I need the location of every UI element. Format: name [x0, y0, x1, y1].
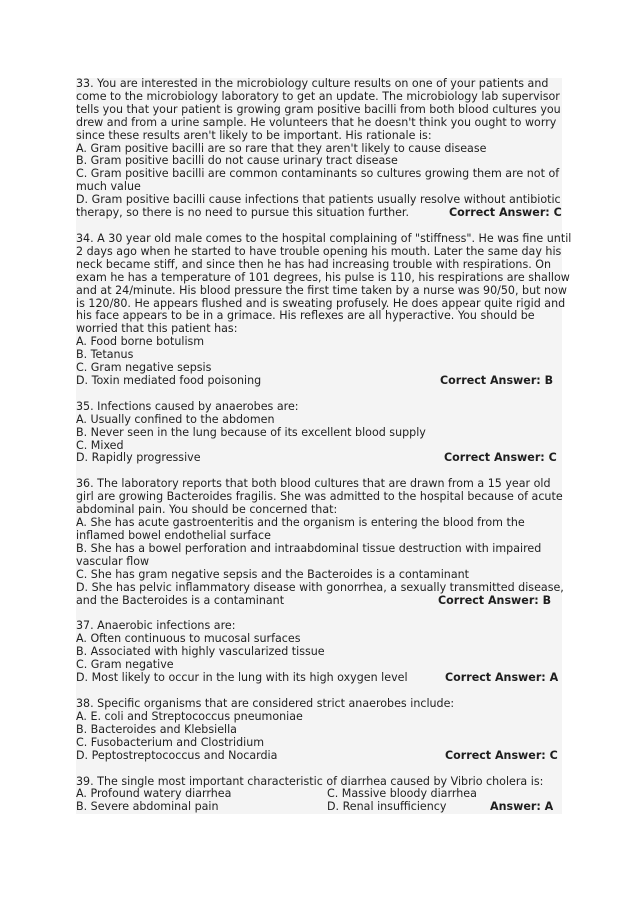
- option-d-row: [76, 672, 562, 685]
- question-35: [76, 401, 562, 466]
- question-line: and at 24/minute. His blood pressure the first time taken by a nurse was 90/50, but now: [76, 283, 567, 297]
- correct-answer: Correct Answer: C: [444, 451, 557, 465]
- option-d-row: [76, 750, 562, 763]
- correct-answer: Correct Answer: C: [449, 206, 562, 220]
- question-line: 39. The single most important characteristic of diarrhea caused by Vibrio cholera is:: [76, 774, 544, 788]
- correct-answer: Correct Answer: B: [440, 373, 554, 387]
- option-d-cont-row: [76, 207, 562, 220]
- question-33: [76, 78, 562, 220]
- question-line: exam he has a temperature of 101 degrees, his pulse is 110, his respirations are shallow: [76, 270, 570, 284]
- option-b: B. Gram positive bacilli do not cause urinary tract disease: [76, 154, 398, 168]
- option-d-row: [76, 452, 562, 465]
- question-line: tells you that your patient is growing gram positive bacilli from both blood cultures you: [76, 102, 561, 116]
- question-line: abdominal pain. You should be concerned that:: [76, 503, 338, 517]
- option-c: C. She has gram negative sepsis and the Bacteroides is a contaminant: [76, 567, 470, 581]
- option-d: D. Gram positive bacilli cause infections that patients usually resolve without antibiotic: [76, 193, 561, 207]
- correct-answer: Correct Answer: C: [445, 748, 558, 762]
- option-d: D. Rapidly progressive: [76, 451, 201, 465]
- option-a: A. Gram positive bacilli are so rare that they aren't likely to cause disease: [76, 141, 487, 155]
- option-a: A. E. coli and Streptococcus pneumoniae: [76, 709, 303, 723]
- option-d: D. Peptostreptococcus and Nocardia: [76, 748, 278, 762]
- question-line: 33. You are interested in the microbiology culture results on one of your patients and: [76, 77, 549, 90]
- question-34: [76, 231, 572, 388]
- question-line: drew and from a urine sample. He volunteers that he doesn't think you ought to worry: [76, 115, 557, 129]
- option-b-cont: vascular flow: [76, 554, 150, 568]
- question-line: 37. Anaerobic infections are:: [76, 619, 236, 633]
- option-a: A. Profound watery diarrhea: [76, 787, 232, 801]
- question-39: [76, 776, 562, 815]
- option-d: D. Toxin mediated food poisoning: [76, 373, 262, 387]
- option-c: C. Mixed: [76, 438, 124, 452]
- option-c: C. Gram negative sepsis: [76, 361, 212, 375]
- option-b: B. Associated with highly vascularized tissue: [76, 645, 325, 659]
- option-a: A. She has acute gastroenteritis and the organism is entering the blood from the: [76, 516, 525, 530]
- option-c: C. Fusobacterium and Clostridium: [76, 735, 265, 749]
- correct-answer: Correct Answer: B: [438, 593, 552, 607]
- question-line: come to the microbiology laboratory to get an update. The microbiology lab supervisor: [76, 89, 560, 103]
- option-d-cont-row: [76, 595, 562, 608]
- option-c: C. Massive bloody diarrhea: [327, 787, 477, 801]
- option-b: B. She has a bowel perforation and intraabdominal tissue destruction with impaired: [76, 541, 542, 555]
- question-line: 38. Specific organisms that are considered strict anaerobes include:: [76, 696, 455, 710]
- option-c: C. Gram negative: [76, 658, 174, 672]
- options-row-2: [76, 801, 562, 814]
- option-d-cont: therapy, so there is no need to pursue this situation further.: [76, 206, 409, 220]
- option-a: A. Food borne botulism: [76, 335, 205, 349]
- question-line: 36. The laboratory reports that both blood cultures that are drawn from a 15 year old: [76, 477, 551, 491]
- option-b: B. Severe abdominal pain: [76, 800, 219, 814]
- option-d: D. She has pelvic inflammatory disease with gonorrhea, a sexually transmitted disease,: [76, 580, 564, 594]
- question-line: since these results aren't likely to be important. His rationale is:: [76, 128, 432, 142]
- question-37: [76, 620, 562, 685]
- option-a: A. Often continuous to mucosal surfaces: [76, 632, 301, 646]
- option-b: B. Never seen in the lung because of its excellent blood supply: [76, 425, 426, 439]
- question-line: 34. A 30 year old male comes to the hospital complaining of "stiffness". He was fine until: [76, 231, 572, 245]
- option-c-cont: much value: [76, 180, 141, 194]
- question-line: 35. Infections caused by anaerobes are:: [76, 399, 299, 413]
- correct-answer: Answer: A: [490, 800, 554, 814]
- option-a: A. Usually confined to the abdomen: [76, 412, 275, 426]
- question-line: 2 days ago when he started to have trouble opening his mouth. Later the same day his: [76, 244, 562, 258]
- option-b: B. Tetanus: [76, 348, 134, 362]
- option-d: D. Renal insufficiency: [327, 800, 447, 814]
- question-38: [76, 698, 562, 763]
- option-d-cont: and the Bacteroides is a contaminant: [76, 593, 285, 607]
- question-line: his face appears to be in a grimace. His reflexes are all hyperactive. You should be: [76, 309, 535, 323]
- question-line: girl are growing Bacteroides fragilis. She was admitted to the hospital because of acute: [76, 490, 563, 504]
- option-b: B. Bacteroides and Klebsiella: [76, 722, 237, 736]
- question-list: [76, 77, 572, 814]
- question-line: worried that this patient has:: [76, 322, 238, 336]
- question-line: is 120/80. He appears flushed and is sweating profusely. He does appear quite rigid and: [76, 296, 566, 310]
- option-d-row: [76, 375, 562, 388]
- option-a-cont: inflamed bowel endothelial surface: [76, 529, 271, 542]
- option-c: C. Gram positive bacilli are common contaminants so cultures growing them are not of: [76, 167, 560, 181]
- correct-answer: Correct Answer: A: [445, 671, 559, 685]
- question-36: [76, 478, 562, 607]
- option-d: D. Most likely to occur in the lung with its high oxygen level: [76, 671, 408, 685]
- question-line: neck became stiff, and since then he has had increasing trouble with respirations. On: [76, 257, 552, 271]
